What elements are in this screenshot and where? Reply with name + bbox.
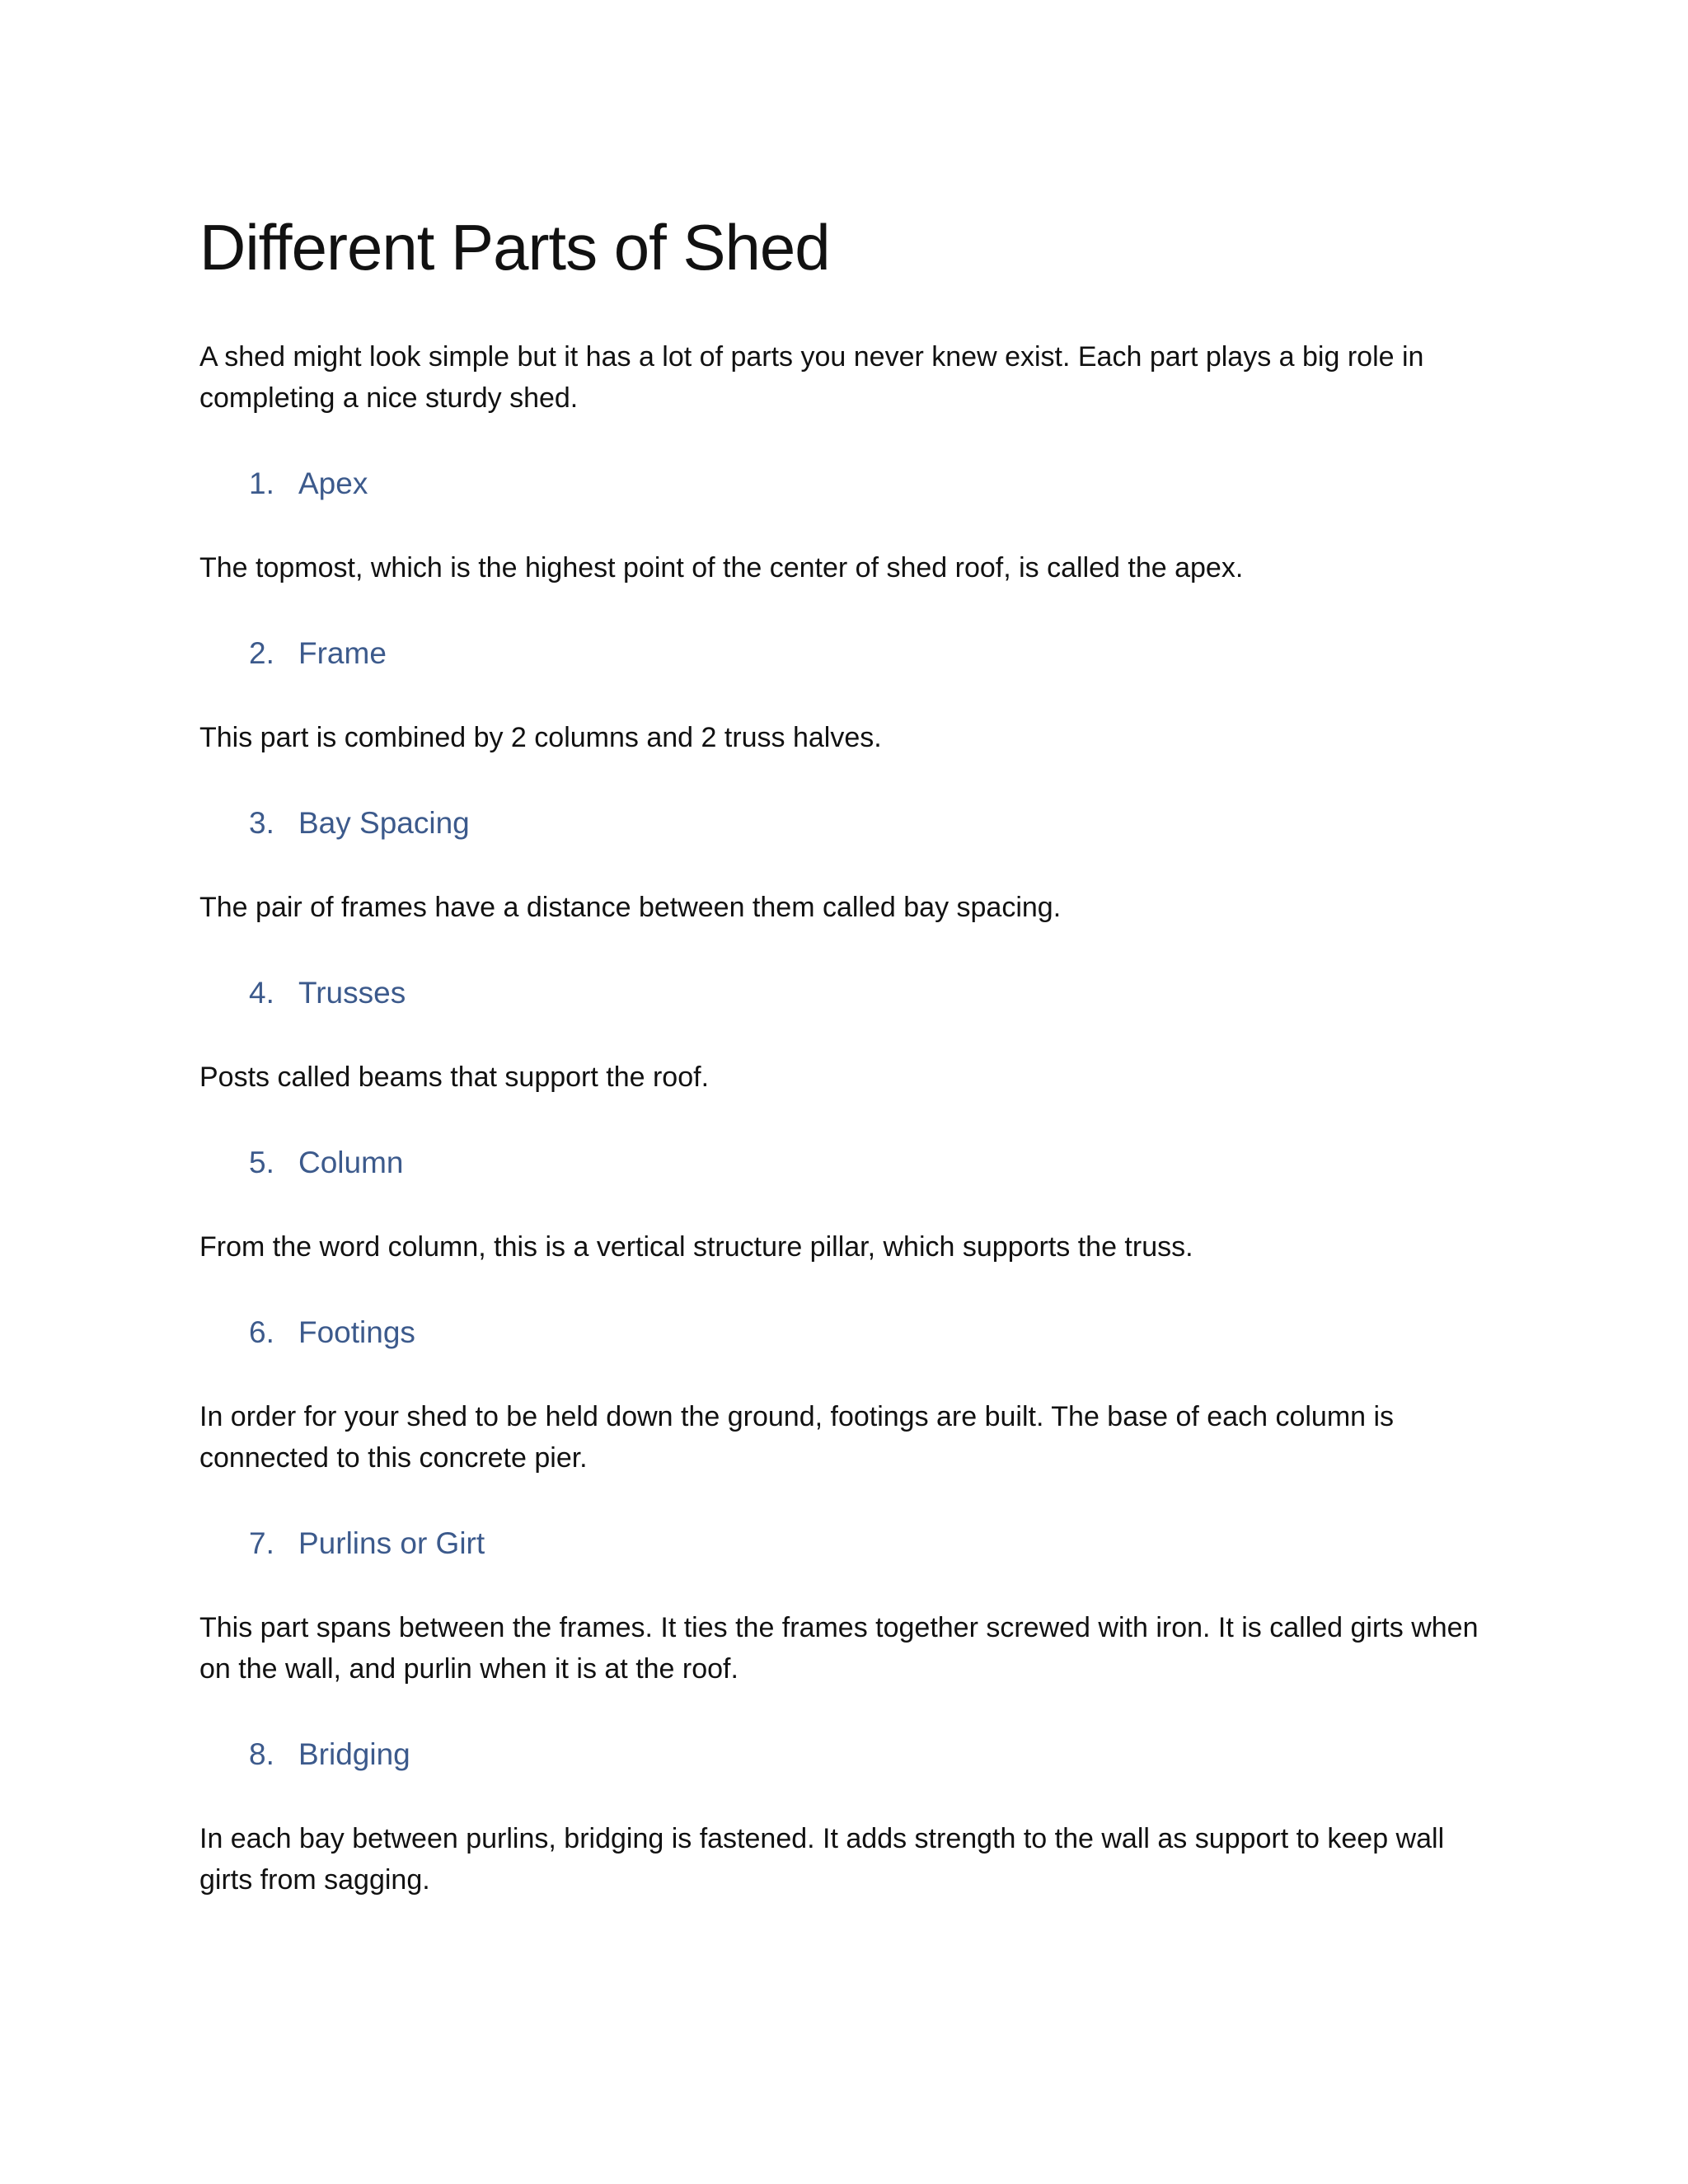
section-heading (249, 1142, 1485, 1183)
section-body: Posts called beams that support the roof. (199, 1062, 710, 1093)
section-heading-text: Frame (298, 636, 387, 670)
section-column (199, 1142, 1485, 1268)
intro-paragraph: A shed might look simple but it has a lot of parts you never knew exist. Each part plays a big role in completing a nice sturdy shed. (199, 341, 1424, 414)
section-number: 4. (249, 976, 274, 1010)
section-footings (199, 1312, 1485, 1479)
section-number: 1. (249, 466, 274, 500)
section-body: In order for your shed to be held down the ground, footings are built. The base of each column is connected to this concrete pier. (199, 1401, 1395, 1474)
section-body: From the word column, this is a vertical structure pillar, which supports the truss. (199, 1231, 1193, 1263)
section-heading-text: Bridging (298, 1737, 410, 1771)
section-heading (249, 463, 1485, 504)
section-body: The topmost, which is the highest point of the center of shed roof, is called the apex. (199, 552, 1244, 583)
section-body: The pair of frames have a distance between them called bay spacing. (199, 892, 1062, 923)
section-number: 5. (249, 1146, 274, 1179)
section-number: 8. (249, 1737, 274, 1771)
section-heading-text: Apex (298, 466, 368, 500)
section-number: 6. (249, 1315, 274, 1349)
section-number: 7. (249, 1526, 274, 1560)
section-heading (249, 1312, 1485, 1353)
section-heading-text: Footings (298, 1315, 415, 1349)
section-heading (249, 633, 1485, 674)
section-heading-text: Trusses (298, 976, 406, 1010)
section-heading (249, 1523, 1485, 1564)
section-heading-text: Column (298, 1146, 404, 1179)
section-heading-text: Purlins or Girt (298, 1526, 485, 1560)
section-body: In each bay between purlins, bridging is fastened. It adds strength to the wall as support to keep wall girts from sagging. (199, 1823, 1445, 1896)
section-body: This part is combined by 2 columns and 2 truss halves. (199, 722, 882, 753)
section-purlins-or-girt (199, 1523, 1485, 1690)
section-body: This part spans between the frames. It ties the frames together screwed with iron. It is called girts when on the wall, and purlin when it is at the roof. (199, 1612, 1479, 1685)
section-number: 3. (249, 806, 274, 840)
document-content (199, 204, 1485, 1900)
section-bay-spacing (199, 803, 1485, 928)
section-heading-text: Bay Spacing (298, 806, 470, 840)
section-heading (249, 972, 1485, 1014)
section-heading (249, 803, 1485, 844)
section-apex (199, 463, 1485, 588)
section-heading (249, 1734, 1485, 1775)
section-frame (199, 633, 1485, 758)
section-bridging (199, 1734, 1485, 1900)
section-trusses (199, 972, 1485, 1098)
section-number: 2. (249, 636, 274, 670)
document-title: Different Parts of Shed (199, 211, 830, 284)
